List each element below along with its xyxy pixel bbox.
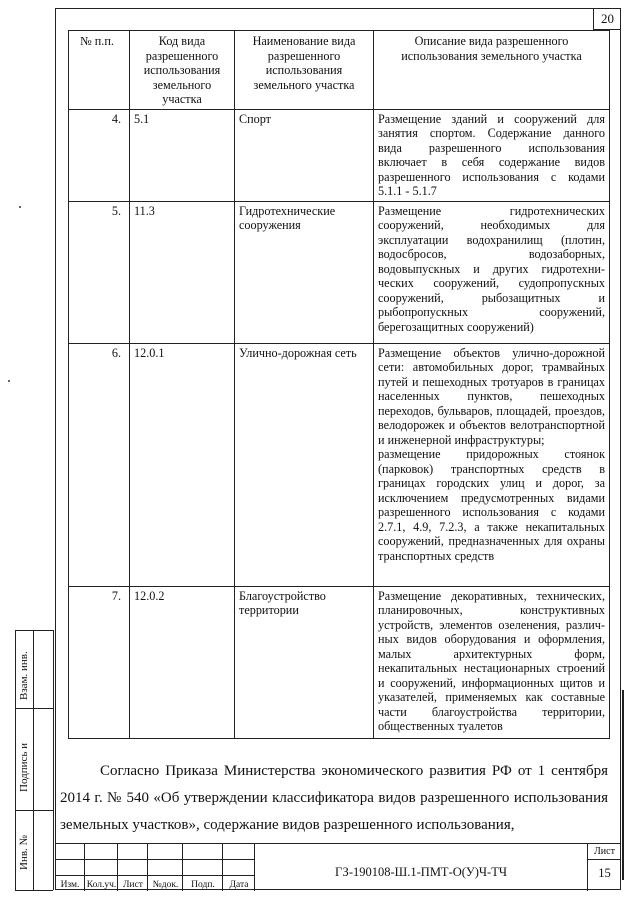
body-paragraph [60, 758, 608, 839]
row-name: Благоустройство территории [235, 586, 374, 738]
table-row [69, 586, 610, 738]
page-number: 20 [593, 8, 621, 30]
row-desc: Размещение объектов улично-дорожной сети: автомобильных дорог, трамвайных путей и пешеходных тротуаров в границах населенных пунктов, пешеходных переходов, бульваров, площадей, проездов, велодорожек и объектов велотранспортной и инженерной инфраструктуры; размещение придорожных стоянок (парковок) транспортных средств в границах городских улиц и дорог, за исключением предусмотренных видами разрешенного использования с кодами 2.7.1, 4.9, 7.2.3, а также некапитальных сооружений, предназначенных для охраны транспортных средств [374, 343, 610, 586]
side-label-podpis: Подпись и [18, 742, 30, 792]
header-name: Наименование вида разрешенного использования земельного участка [235, 31, 374, 110]
row-name: Улично-дорожная сеть [235, 343, 374, 586]
sheet-number: 15 [598, 866, 611, 880]
scan-dot [8, 380, 10, 382]
paragraph-text: Согласно Приказа Министерства экономического развития РФ от 1 сентября 2014 г. № 540 «Об утверждении классификатора видов разрешенного использования земельных участков», содержание видов разрешенного использования, [60, 763, 608, 833]
table-row [69, 109, 610, 201]
scan-dot [19, 206, 21, 208]
side-stamp [15, 630, 53, 890]
table-row [69, 201, 610, 343]
side-label-vzam: Взам. инв. [18, 651, 30, 700]
row-code: 12.0.2 [130, 586, 235, 738]
stamp-label-list: Лист [123, 880, 143, 890]
stamp-label-kolvo: Кол.уч. [86, 880, 117, 890]
stamp-label-ndok: №док. [152, 880, 179, 890]
row-num: 6. [69, 343, 130, 586]
header-num: № п.п. [69, 31, 130, 110]
row-code: 5.1 [130, 109, 235, 201]
stamp-label-podp: Подп. [191, 880, 215, 890]
row-num: 7. [69, 586, 130, 738]
row-code: 12.0.1 [130, 343, 235, 586]
row-desc: Размещение декоративных, технических, планировочных, конструктивных устройств, элементов озеленения, различ-ных видов оборудования и оформления, малых архитектурных форм, некапитальных нестационарных строений и сооружений, информационных щитов и указателей, применяемых как составные части благоустройства территории, общественных туалетов [374, 586, 610, 738]
document-code: ГЗ-190108-Ш.1-ПМТ-О(У)Ч-ТЧ [335, 865, 507, 879]
sheet-label: Лист [594, 846, 615, 857]
table-row [69, 343, 610, 586]
row-name: Гидротехнические сооружения [235, 201, 374, 343]
binding-mark [622, 690, 627, 880]
row-desc: Размещение зданий и сооружений для занятия спортом. Содержание данного вида разрешенного использования включает в себя содержание видов разрешенного использования с кодами 5.1.1 - 5.1.7 [374, 109, 610, 201]
row-num: 4. [69, 109, 130, 201]
row-desc: Размещение гидротехнических сооружений, необходимых для эксплуатации водохранилищ (плотин, водосбросов, водозаборных, водовыпускных и других гидротехни-ческих сооружений, судопропускных сооружений, рыбозащитных и рыбопропускных сооружений, берегозащитных сооружений) [374, 201, 610, 343]
row-name: Спорт [235, 109, 374, 201]
header-code: Код вида разрешенного использования земельного участка [130, 31, 235, 110]
side-label-inv: Инв. № [18, 834, 30, 870]
land-use-table [68, 30, 610, 739]
row-code: 11.3 [130, 201, 235, 343]
stamp-label-izm: Изм. [60, 880, 80, 890]
stamp-label-data: Дата [229, 880, 249, 890]
table-header-row [69, 31, 610, 110]
header-desc: Описание вида разрешенного использования земельного участка [374, 31, 610, 110]
row-num: 5. [69, 201, 130, 343]
